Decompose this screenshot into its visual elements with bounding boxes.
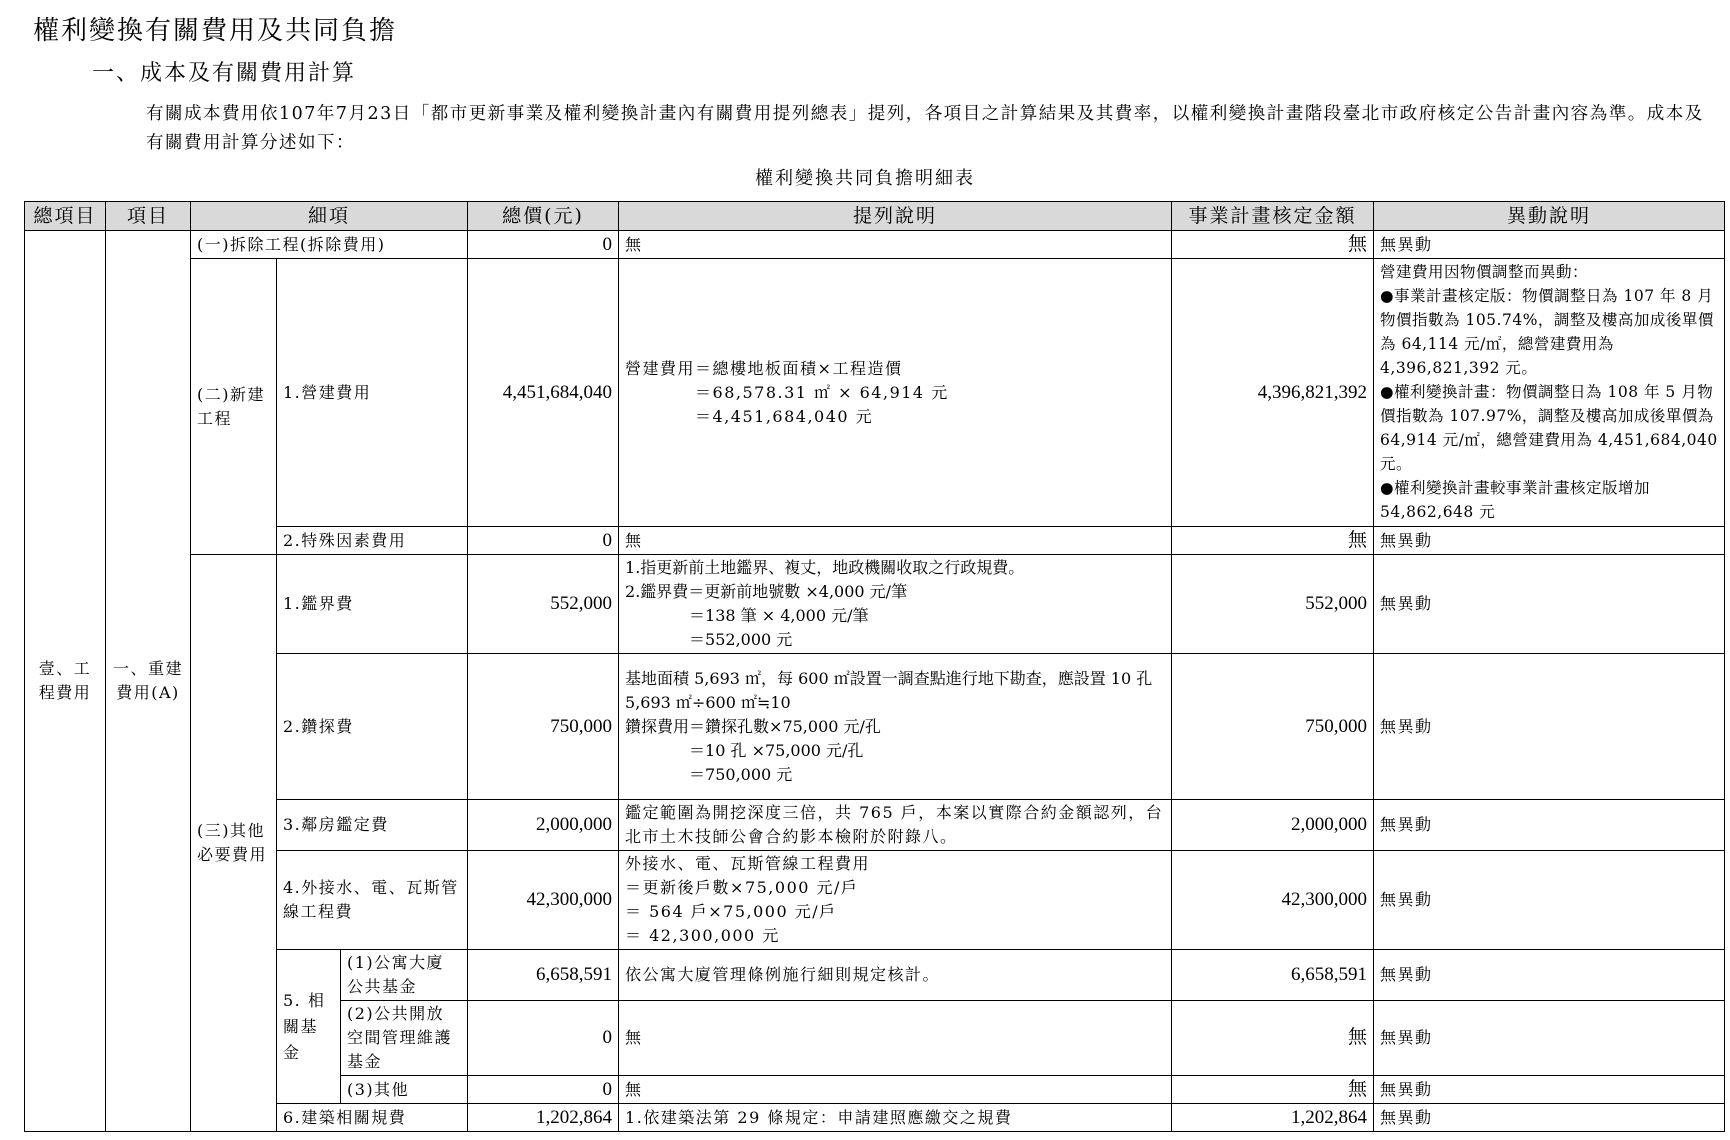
row-explanation: 外接水、電、瓦斯管線工程費用 ＝更新後戶數×75,000 元/戶 ＝ 564 戶×75,000 元/戶 ＝ 42,300,000 元 <box>619 851 1172 950</box>
group-new-construction: (二)新建工程 <box>191 259 277 555</box>
row-total: 2,000,000 <box>468 800 619 851</box>
row-total: 552,000 <box>468 555 619 654</box>
row-detail: 2.鑽探費 <box>277 654 468 800</box>
table-row <box>25 231 1725 259</box>
row-detail: 6.建築相關規費 <box>277 1104 468 1132</box>
row-detail: 1.營建費用 <box>277 259 468 527</box>
row-total: 0 <box>468 1076 619 1104</box>
row-approved: 42,300,000 <box>1172 851 1374 950</box>
header-change-note: 異動說明 <box>1374 202 1725 231</box>
row-total: 42,300,000 <box>468 851 619 950</box>
row-change: 營建費用因物價調整而異動： ●事業計畫核定版：物價調整日為 107 年 8 月物價指數為 105.74%，調整及樓高加成後單價為 64,114 元/㎡，總營建費用為 4,396,821,392 元。 ●權利變換計畫：物價調整日為 108 年 5 月物價指數為 107.97%，調整及樓高加成後單價為 64,914 元/㎡，總營建費用為 4,451,684,040 元。 ●權利變換計畫較事業計畫核定版增加 54,862,648 元 <box>1374 259 1725 527</box>
row-approved: 750,000 <box>1172 654 1374 800</box>
row-change: 無異動 <box>1374 800 1725 851</box>
row-explanation: 1.指更新前土地鑑界、複丈，地政機關收取之行政規費。 2.鑑界費＝更新前地號數 ×4,000 元/筆 ＝138 筆 × 4,000 元/筆 ＝552,000 元 <box>619 555 1172 654</box>
row-detail: 3.鄰房鑑定費 <box>277 800 468 851</box>
header-total-item: 總項目 <box>25 202 106 231</box>
row-explanation: 無 <box>619 1076 1172 1104</box>
table-row <box>25 527 1725 555</box>
row-detail: (1)公寓大廈公共基金 <box>341 950 468 1001</box>
table-caption: 權利變換共同負擔明細表 <box>755 168 975 189</box>
row-detail: (3)其他 <box>341 1076 468 1104</box>
row-approved: 無 <box>1172 527 1374 555</box>
row-total: 0 <box>468 1001 619 1076</box>
table-header-row <box>25 202 1725 231</box>
row-total: 0 <box>468 527 619 555</box>
table-row <box>25 259 1725 527</box>
table-row <box>25 1104 1725 1132</box>
row-approved: 4,396,821,392 <box>1172 259 1374 527</box>
row-change: 無異動 <box>1374 654 1725 800</box>
row-approved: 無 <box>1172 231 1374 259</box>
row-change: 無異動 <box>1374 231 1725 259</box>
table-row <box>25 654 1725 800</box>
row-explanation: 依公寓大廈管理條例施行細則規定核計。 <box>619 950 1172 1001</box>
row-total: 0 <box>468 231 619 259</box>
row-change: 無異動 <box>1374 1104 1725 1132</box>
row-approved: 1,202,864 <box>1172 1104 1374 1132</box>
row-detail: 1.鑑界費 <box>277 555 468 654</box>
group-other-required: (三)其他必要費用 <box>191 555 277 1132</box>
header-approved-amount: 事業計畫核定金額 <box>1172 202 1374 231</box>
row-explanation: 無 <box>619 231 1172 259</box>
row-change: 無異動 <box>1374 555 1725 654</box>
row-total: 1,202,864 <box>468 1104 619 1132</box>
header-detail: 細項 <box>191 202 468 231</box>
row-total: 4,451,684,040 <box>468 259 619 527</box>
row-explanation: 基地面積 5,693 ㎡，每 600 ㎡設置一調查點進行地下勘查，應設置 10 孔 5,693 ㎡÷600 ㎡≒10 鑽探費用＝鑽探孔數×75,000 元/孔 ＝10 孔 ×75,000 元/孔 ＝750,000 元 <box>619 654 1172 800</box>
row-approved: 2,000,000 <box>1172 800 1374 851</box>
intro-paragraph: 有關成本費用依107年7月23日「都市更新事業及權利變換計畫內有關費用提列總表」提列，各項目之計算結果及其費率，以權利變換計畫階段臺北市政府核定公告計畫內容為準。成本及有關費用計算分述如下： <box>146 104 1704 153</box>
row-approved: 6,658,591 <box>1172 950 1374 1001</box>
row-explanation: 無 <box>619 527 1172 555</box>
page-heading: 權利變換有關費用及共同負擔 <box>33 16 398 46</box>
header-total-price: 總價(元) <box>468 202 619 231</box>
group-related-funds: 5. 相關基金 <box>277 950 341 1104</box>
row-approved: 552,000 <box>1172 555 1374 654</box>
row-change: 無異動 <box>1374 851 1725 950</box>
row-detail: (2)公共開放空間管理維護基金 <box>341 1001 468 1076</box>
row-explanation: 鑑定範圍為開挖深度三倍，共 765 戶，本案以實際合約金額認列，台北市土木技師公會合約影本檢附於附錄八。 <box>619 800 1172 851</box>
header-item: 項目 <box>106 202 191 231</box>
header-explanation: 提列說明 <box>619 202 1172 231</box>
section-subheading: 一、成本及有關費用計算 <box>92 61 357 86</box>
row-total: 750,000 <box>468 654 619 800</box>
table-row <box>25 851 1725 950</box>
row-explanation: 營建費用＝總樓地板面積×工程造價 ＝68,578.31 ㎡ × 64,914 元 ＝4,451,684,040 元 <box>619 259 1172 527</box>
row-detail: (一)拆除工程(拆除費用) <box>191 231 468 259</box>
group-item: 一、重建費用(A) <box>106 231 191 1132</box>
table-row <box>25 800 1725 851</box>
row-change: 無異動 <box>1374 1076 1725 1104</box>
row-change: 無異動 <box>1374 1001 1725 1076</box>
row-approved: 無 <box>1172 1076 1374 1104</box>
table-row <box>25 555 1725 654</box>
row-approved: 無 <box>1172 1001 1374 1076</box>
row-total: 6,658,591 <box>468 950 619 1001</box>
row-explanation: 1.依建築法第 29 條規定：申請建照應繳交之規費 <box>619 1104 1172 1132</box>
table-row <box>25 950 1725 1001</box>
row-explanation: 無 <box>619 1001 1172 1076</box>
row-detail: 4.外接水、電、瓦斯管線工程費 <box>277 851 468 950</box>
row-change: 無異動 <box>1374 527 1725 555</box>
cost-breakdown-table <box>24 201 1725 1132</box>
row-detail: 2.特殊因素費用 <box>277 527 468 555</box>
row-change: 無異動 <box>1374 950 1725 1001</box>
group-total-item: 壹、工程費用 <box>25 231 106 1132</box>
